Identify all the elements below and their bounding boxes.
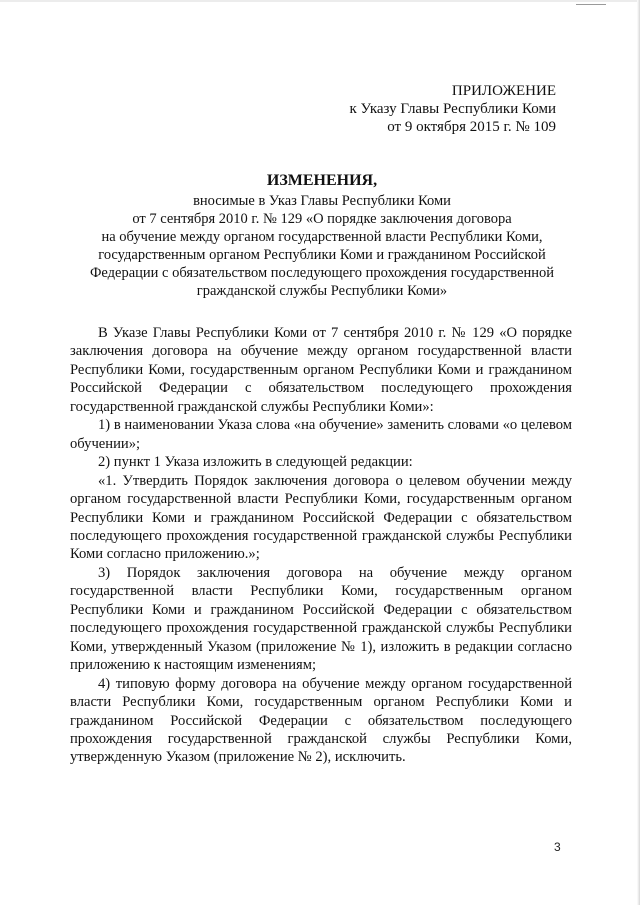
heading-title: ИЗМЕНЕНИЯ, [266,172,378,189]
scan-edge-top [0,0,640,2]
appendix-block [300,82,556,136]
document-heading [58,172,586,300]
document-body [70,324,572,767]
body-paragraph-intro: В Указе Главы Республики Коми от 7 сентября 2010 г. № 129 «О порядке заключения договора на обучение между органом государственной власти Республики Коми, государственным органом Республики Коми и гражданином Российской Федерации с обязательством последующего прохождения государственной гражданской службы Республики Коми»: [70,325,572,415]
body-paragraph-item-3: 3) Порядок заключения договора на обучение между органом государственной власти Республики Коми, государственным органом Республики Коми и гражданином Российской Федерации с обязательством последующего прохождения государственной гражданской службы Республики Коми, утвержденный Указом (приложение № 1), изложить в редакции согласно приложению к настоящим изменениям; [70,564,572,674]
heading-line: гражданской службы Республики Коми» [196,283,448,299]
heading-line: Федерации с обязательством последующего прохождения государственной [89,265,555,281]
body-paragraph-item-1: 1) в наименовании Указа слова «на обучение» заменить словами «о целевом обучении»; [70,417,572,452]
heading-line: от 7 сентября 2010 г. № 129 «О порядке заключения договора [132,211,512,227]
body-paragraph-item-4: 4) типовую форму договора на обучение между органом государственной власти Республики Коми, государственным органом Республики Коми и гражданином Российской Федерации с обязательством последующего прохождения государственной гражданской службы Республики Коми, утвержденную Указом (приложение № 2), исключить. [70,675,572,766]
scan-mark [576,4,606,5]
heading-line: на обучение между органом государственной власти Республики Коми, [101,229,543,245]
appendix-decree-reference: к Указу Главы Республики Коми [349,101,556,117]
appendix-decree-date: от 9 октября 2015 г. № 109 [387,119,556,135]
heading-line: вносимые в Указ Главы Республики Коми [193,193,451,209]
appendix-title: ПРИЛОЖЕНИЕ [451,83,556,99]
body-paragraph-item-2: 2) пункт 1 Указа изложить в следующей редакции: [98,454,413,471]
page-number: 3 [554,840,561,854]
body-paragraph-item-2-quote: «1. Утвердить Порядок заключения договора о целевом обучении между органом государственной власти Республики Коми, государственным органом Республики Коми и гражданином Российской Федерации с обязательством последующего прохождения государственной гражданской службы Республики Коми согласно приложению.»; [70,472,572,563]
heading-line: государственным органом Республики Коми и гражданином Российской [98,247,546,263]
